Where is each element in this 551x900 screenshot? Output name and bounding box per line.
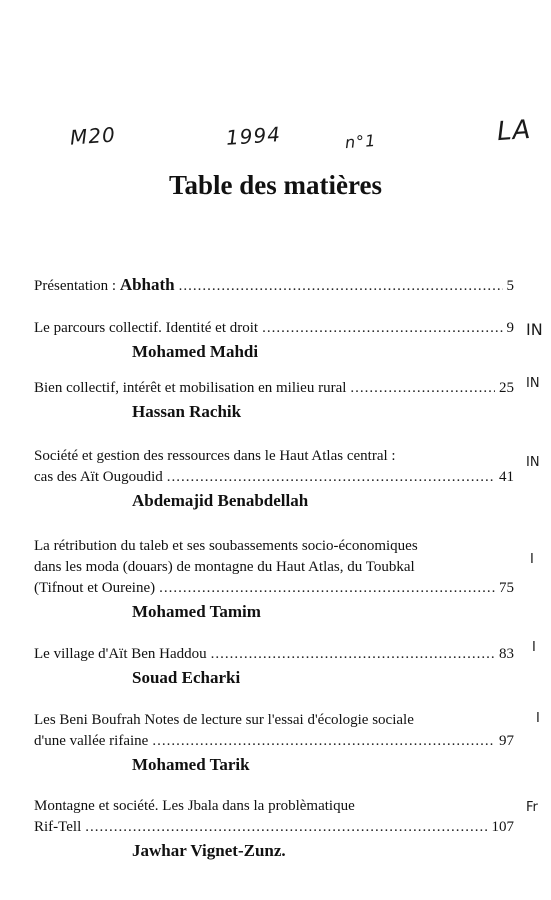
handwritten-note-4: LA — [495, 114, 533, 148]
margin-annotation: I — [530, 552, 534, 567]
toc-entry-title: (Tifnout et Oureine) — [34, 580, 156, 596]
toc-entry-author: Mohamed Mahdi — [132, 342, 259, 361]
toc-entry-presentation — [34, 274, 514, 297]
page-number: 83 — [499, 646, 514, 662]
dot-leader — [159, 578, 495, 599]
presentation-label: Présentation : — [34, 278, 120, 294]
page-number: 75 — [499, 580, 514, 596]
handwritten-note-2: 1994 — [225, 122, 282, 150]
page-number: 97 — [499, 733, 514, 749]
page-title: Table des matières — [169, 170, 382, 200]
margin-annotation: IN — [526, 455, 540, 470]
toc-entry-title: Rif-Tell — [34, 819, 82, 835]
dot-leader — [152, 731, 495, 752]
toc-line — [34, 318, 514, 339]
presentation-author: Abhath — [119, 275, 175, 294]
page-number: 5 — [506, 278, 514, 294]
dot-leader — [167, 467, 495, 488]
toc-entry — [34, 318, 514, 364]
margin-annotation: I — [532, 640, 536, 655]
toc-entry-author: Hassan Rachik — [132, 402, 242, 421]
toc-entry-title: Le village d'Aït Ben Haddou — [34, 646, 207, 662]
toc-line — [34, 378, 514, 399]
toc-entry-title: Société et gestion des ressources dans le Haut Atlas central : — [34, 448, 396, 464]
toc-entry-title: dans les moda (douars) de montagne du Haut Atlas, du Toubkal — [34, 559, 415, 575]
toc-entry — [34, 644, 514, 690]
page-number: 9 — [506, 320, 514, 336]
dot-leader — [179, 276, 503, 297]
margin-annotation: IN — [526, 320, 543, 339]
toc-line — [34, 467, 514, 488]
toc-entry-author: Souad Echarki — [132, 668, 241, 687]
toc-entry-title: Montagne et société. Les Jbala dans la problèmatique — [34, 798, 355, 814]
toc-entry-author: Mohamed Tarik — [132, 755, 250, 774]
toc-line — [34, 817, 514, 838]
margin-annotation: I — [536, 711, 540, 726]
toc-entry-title: Bien collectif, intérêt et mobilisation en milieu rural — [34, 380, 347, 396]
toc-entry — [34, 378, 514, 424]
toc-entry — [34, 536, 514, 624]
dot-leader — [211, 644, 495, 665]
dot-leader — [85, 817, 487, 838]
dot-leader — [350, 378, 495, 399]
page-number: 25 — [499, 380, 514, 396]
toc-entry — [34, 446, 514, 513]
margin-annotation: Fr — [526, 800, 538, 815]
toc-entry-author: Abdemajid Benabdellah — [132, 491, 309, 510]
toc-line — [34, 274, 514, 297]
toc-entry — [34, 710, 514, 777]
page-number: 41 — [499, 469, 514, 485]
toc-line — [34, 644, 514, 665]
toc-entry-author: Jawhar Vignet-Zunz. — [132, 841, 286, 860]
toc-entry-author: Mohamed Tamim — [132, 602, 261, 621]
margin-annotation: IN — [526, 376, 540, 391]
toc-entry-title: La rétribution du taleb et ses soubassements socio-économiques — [34, 538, 418, 554]
toc-entry — [34, 796, 514, 863]
toc-entry-title: Le parcours collectif. Identité et droit — [34, 320, 259, 336]
handwritten-note-1: M20 — [69, 122, 117, 150]
toc-line — [34, 731, 514, 752]
page-number: 107 — [491, 819, 514, 835]
toc-entry-title: d'une vallée rifaine — [34, 733, 149, 749]
dot-leader — [262, 318, 502, 339]
toc-entry-title: cas des Aït Ougoudid — [34, 469, 163, 485]
toc-entry-text — [34, 274, 175, 297]
toc-line — [34, 578, 514, 599]
handwritten-note-3: n°1 — [344, 130, 377, 153]
toc-entry-title: Les Beni Boufrah Notes de lecture sur l'essai d'écologie sociale — [34, 712, 414, 728]
